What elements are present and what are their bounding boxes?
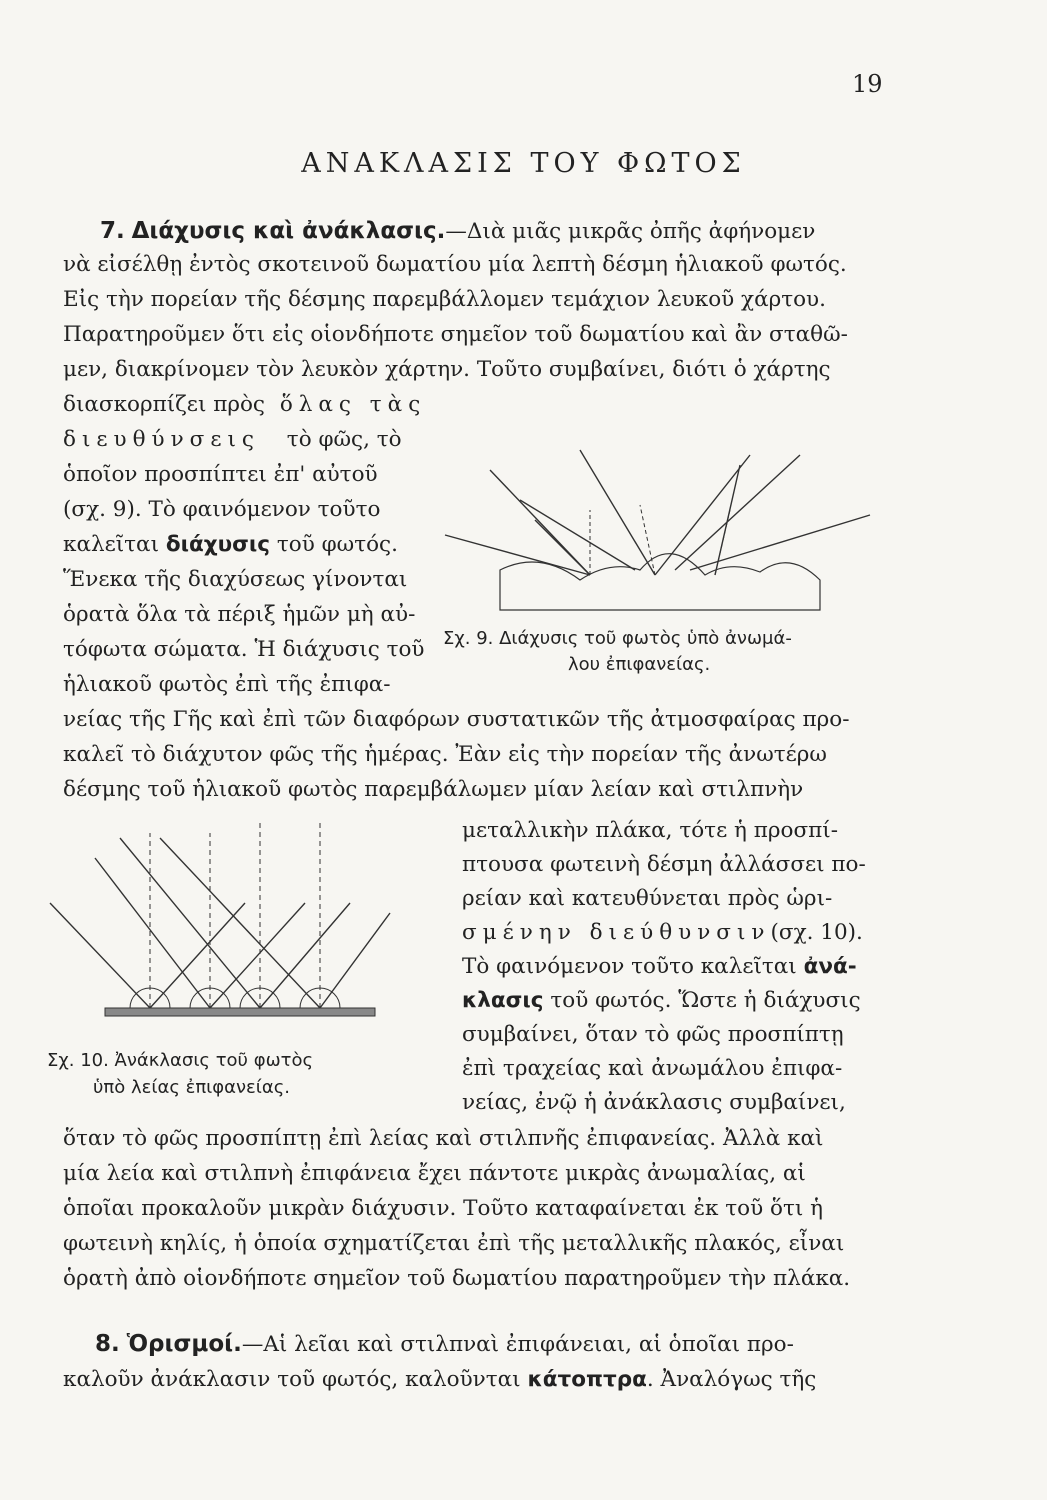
text: . Ἀναλόγως τῆς (646, 1367, 817, 1392)
paragraph-line: Εἰς τὴν πορείαν τῆς δέσμης παρεμβάλλομεν τεμάχιον λευκοῦ χάρτου. (63, 287, 826, 312)
spaced-text: ὅλας τὰς (279, 392, 427, 417)
paragraph-line (63, 427, 402, 453)
text: τὸ φῶς, τὸ (286, 427, 402, 452)
section-8-heading: Ὁρισμοί. (126, 1331, 242, 1357)
paragraph-line: Ἕνεκα τῆς διαχύσεως γίνονται (63, 567, 408, 592)
text: καλεῖται (63, 532, 159, 557)
figure-10-caption: ὑπὸ λείας ἐπιφανείας. (93, 1077, 291, 1098)
incident-ray (445, 535, 590, 575)
section-7-heading: Διάχυσις καὶ ἀνάκλασις. (131, 218, 446, 244)
paragraph-line (462, 920, 863, 946)
term-anaklasis: κλασις (462, 988, 544, 1013)
paragraph-line (63, 1367, 816, 1393)
paragraph-line: τόφωτα σώματα. Ἡ διάχυσις τοῦ (63, 637, 425, 662)
paragraph-line: ρείαν καὶ κατευθύνεται πρὸς ὡρι- (462, 886, 833, 911)
term-diachysis: διάχυσις (165, 532, 271, 557)
section-8-line-1 (95, 1331, 794, 1358)
paragraph-line: ὁποῖον προσπίπτει ἐπ' αὐτοῦ (63, 462, 378, 487)
spaced-text: διευθύνσεις (63, 427, 260, 452)
incident-ray (520, 500, 635, 570)
figure-9-caption: λου ἐπιφανείας. (568, 654, 711, 675)
term-anaklasis: ἀνά- (803, 954, 857, 979)
paragraph-line: ὁρατὰ ὅλα τὰ πέριξ ἡμῶν μὴ αὐ- (63, 602, 416, 627)
reflected-ray (210, 903, 305, 1008)
paragraph-line: νὰ εἰσέλθῃ ἐντὸς σκοτεινοῦ δωματίου μία λεπτὴ δέσμη ἡλιακοῦ φωτός. (63, 252, 847, 277)
spaced-text: σμένην διεύθυνσιν (462, 920, 771, 945)
text: τοῦ φωτός. Ὥστε ἡ διάχυσις (550, 988, 861, 1013)
paragraph-line: μεταλλικὴν πλάκα, τότε ἡ προσπί- (462, 818, 838, 843)
paragraph-line: νείας, ἐνῷ ἡ ἀνάκλασις συμβαίνει, (462, 1090, 846, 1115)
rough-surface (500, 554, 820, 610)
text: Τὸ φαινόμενον τοῦτο καλεῖται (462, 954, 797, 979)
incident-ray (580, 450, 655, 575)
paragraph-line: καλεῖ τὸ διάχυτον φῶς τῆς ἡμέρας. Ἐὰν εἰς τὴν πορείαν τῆς ἀνωτέρω (63, 742, 827, 767)
text: (σχ. 10). (770, 920, 863, 945)
paragraph-line: ὁποῖαι προκαλοῦν μικρὰν διάχυσιν. Τοῦτο καταφαίνεται ἐκ τοῦ ὅτι ἡ (63, 1196, 824, 1221)
figure-10-reflection-diagram (45, 818, 455, 1043)
paragraph-line: δέσμης τοῦ ἡλιακοῦ φωτὸς παρεμβάλωμεν μίαν λείαν καὶ στιλπνὴν (63, 777, 804, 802)
paragraph-line: Παρατηροῦμεν ὅτι εἰς οἱονδήποτε σημεῖον τοῦ δωματίου καὶ ἂν σταθῶ- (63, 322, 848, 347)
paragraph-line (63, 392, 426, 418)
paragraph-line: πτουσα φωτεινὴ δέσμη ἀλλάσσει πο- (462, 852, 866, 877)
paragraph-line: φωτεινὴ κηλίς, ἡ ὁποία σχηματίζεται ἐπὶ τῆς μεταλλικῆς πλακός, εἶναι (63, 1231, 845, 1256)
section-7-number: 7. (100, 218, 125, 244)
text: διασκορπίζει πρὸς (63, 392, 265, 417)
section-8-number: 8. (95, 1331, 120, 1357)
figure-10-caption: Σχ. 10. Ἀνάκλασις τοῦ φωτὸς (47, 1050, 314, 1071)
paragraph-line: συμβαίνει, ὅταν τὸ φῶς προσπίπτῃ (462, 1022, 844, 1047)
reflected-ray (690, 515, 870, 570)
term-katoptra: κάτοπτρα (527, 1367, 647, 1392)
paragraph-line (63, 532, 398, 558)
text: τοῦ φωτός. (276, 532, 398, 557)
page-number: 19 (852, 70, 883, 98)
paragraph-line: (σχ. 9). Τὸ φαινόμενον τοῦτο (63, 497, 381, 522)
reflected-ray (320, 913, 390, 1008)
text: —Διὰ μιᾶς μικρᾶς ὀπῆς ἀφήνομεν (445, 219, 816, 244)
paragraph-line: ὁρατὴ ἀπὸ οἱονδήποτε σημεῖον τοῦ δωματίου παρατηροῦμεν τὴν πλάκα. (63, 1266, 851, 1291)
figure-9-diffusion-diagram (440, 410, 885, 630)
paragraph-line: ἐπὶ τραχείας καὶ ἀνωμάλου ἐπιφα- (462, 1056, 843, 1081)
paragraph-line: ἡλιακοῦ φωτὸς ἐπὶ τῆς ἐπιφα- (63, 672, 391, 697)
reflected-ray (675, 455, 800, 570)
figure-9-caption: Σχ. 9. Διάχυσις τοῦ φωτὸς ὑπὸ ἀνωμά- (443, 628, 792, 649)
paragraph-line (462, 988, 861, 1014)
incident-ray (160, 838, 320, 1008)
incident-ray (95, 858, 210, 1008)
page-title: ΑΝΑΚΛΑΣΙΣ ΤΟΥ ΦΩΤΟΣ (301, 148, 746, 179)
paragraph-line (462, 954, 857, 980)
smooth-surface (105, 1008, 375, 1016)
text: —Αἱ λεῖαι καὶ στιλπναὶ ἐπιφάνειαι, αἱ ὁποῖαι προ- (241, 1332, 794, 1357)
paragraph-line: μία λεία καὶ στιλπνὴ ἐπιφάνεια ἔχει πάντοτε μικρὰς ἀνωμαλίας, αἱ (63, 1161, 806, 1186)
paragraph-line: νείας τῆς Γῆς καὶ ἐπὶ τῶν διαφόρων συστατικῶν τῆς ἀτμοσφαίρας προ- (63, 707, 850, 732)
paragraph-line: ὅταν τὸ φῶς προσπίπτῃ ἐπὶ λείας καὶ στιλπνῆς ἐπιφανείας. Ἀλλὰ καὶ (63, 1126, 824, 1151)
incident-ray (50, 903, 150, 1008)
text: καλοῦν ἀνάκλασιν τοῦ φωτός, καλοῦνται (63, 1367, 521, 1392)
section-7-line-1 (100, 218, 815, 245)
paragraph-line: μεν, διακρίνομεν τὸν λευκὸν χάρτην. Τοῦτο συμβαίνει, διότι ὁ χάρτης (63, 357, 831, 382)
